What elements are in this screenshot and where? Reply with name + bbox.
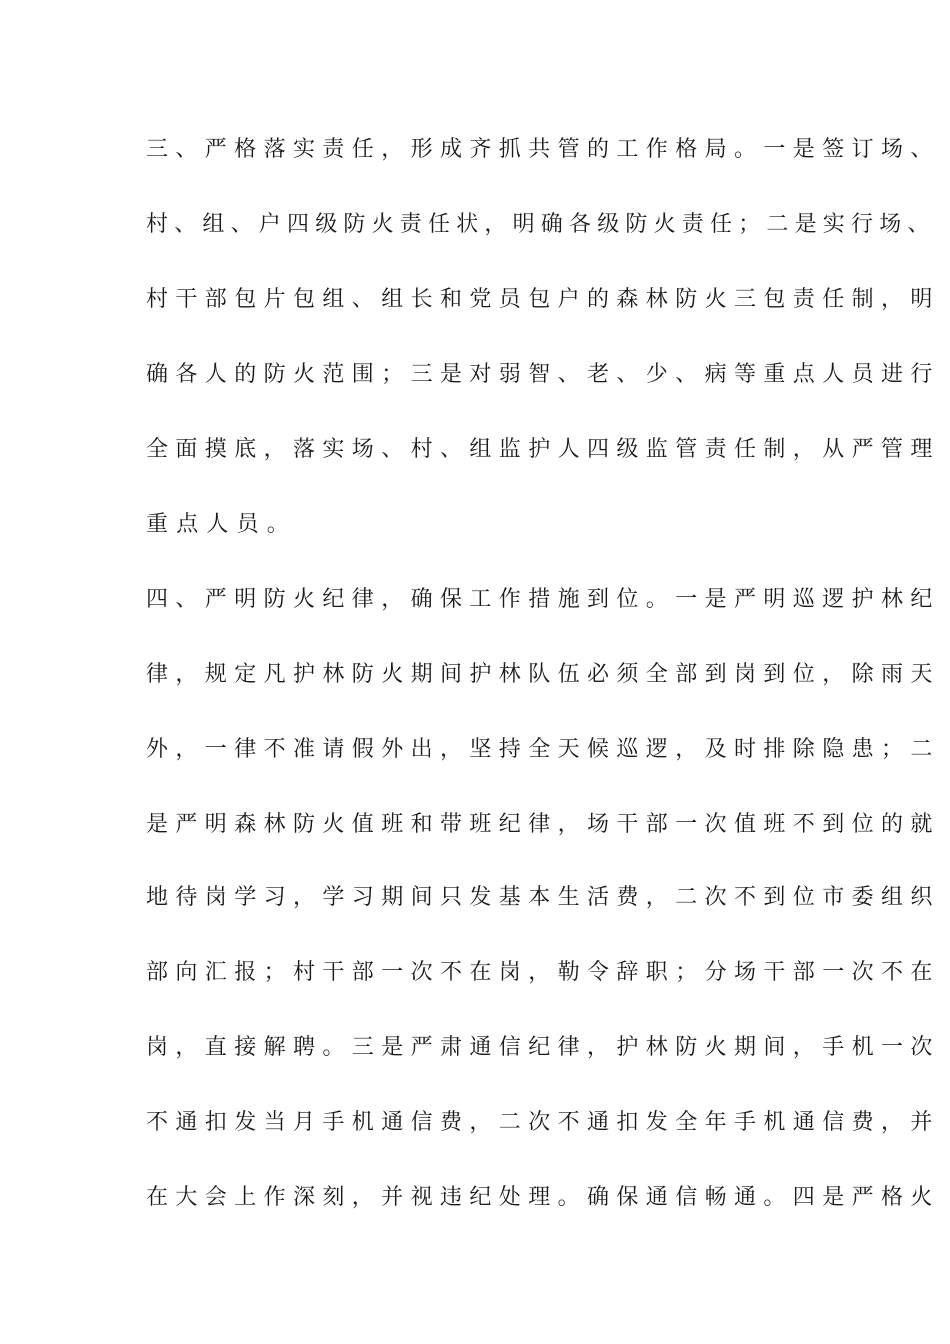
paragraph-4-line-9: 在大会上作深刻，并视违纪处理。确保通信畅通。四是严格火: [146, 1185, 940, 1210]
paragraph-3-line-2: 村、组、户四级防火责任状，明确各级防火责任；二是实行场、: [146, 212, 936, 237]
paragraph-3-line-1: 三、严格落实责任，形成齐抓共管的工作格局。一是签订场、: [146, 137, 940, 162]
paragraph-3-line-4: 确各人的防火范围；三是对弱智、老、少、病等重点人员进行: [146, 362, 940, 387]
paragraph-4-line-2: 律，规定凡护林防火期间护林队伍必须全部到岗到位，除雨天: [146, 662, 940, 687]
paragraph-4-line-4: 是严明森林防火值班和带班纪律，场干部一次值班不到位的就: [146, 812, 940, 837]
paragraph-4-line-3: 外，一律不准请假外出，坚持全天候巡逻，及时排除隐患；二: [146, 737, 940, 762]
paragraph-3-line-5: 全面摸底，落实场、村、组监护人四级监管责任制，从严管理: [146, 437, 940, 462]
paragraph-4-line-7: 岗，直接解聘。三是严肃通信纪律，护林防火期间，手机一次: [146, 1035, 940, 1060]
paragraph-4-line-5: 地待岗学习，学习期间只发基本生活费，二次不到位市委组织: [146, 885, 940, 910]
paragraph-4-line-6: 部向汇报；村干部一次不在岗，勒令辞职；分场干部一次不在: [146, 960, 940, 985]
paragraph-4-line-1: 四、严明防火纪律，确保工作措施到位。一是严明巡逻护林纪: [146, 587, 940, 612]
paragraph-4-line-8: 不通扣发当月手机通信费，二次不通扣发全年手机通信费，并: [146, 1110, 940, 1135]
paragraph-3-line-3: 村干部包片包组、组长和党员包户的森林防火三包责任制，明: [146, 287, 940, 312]
paragraph-3-line-6: 重点人员。: [146, 512, 298, 537]
